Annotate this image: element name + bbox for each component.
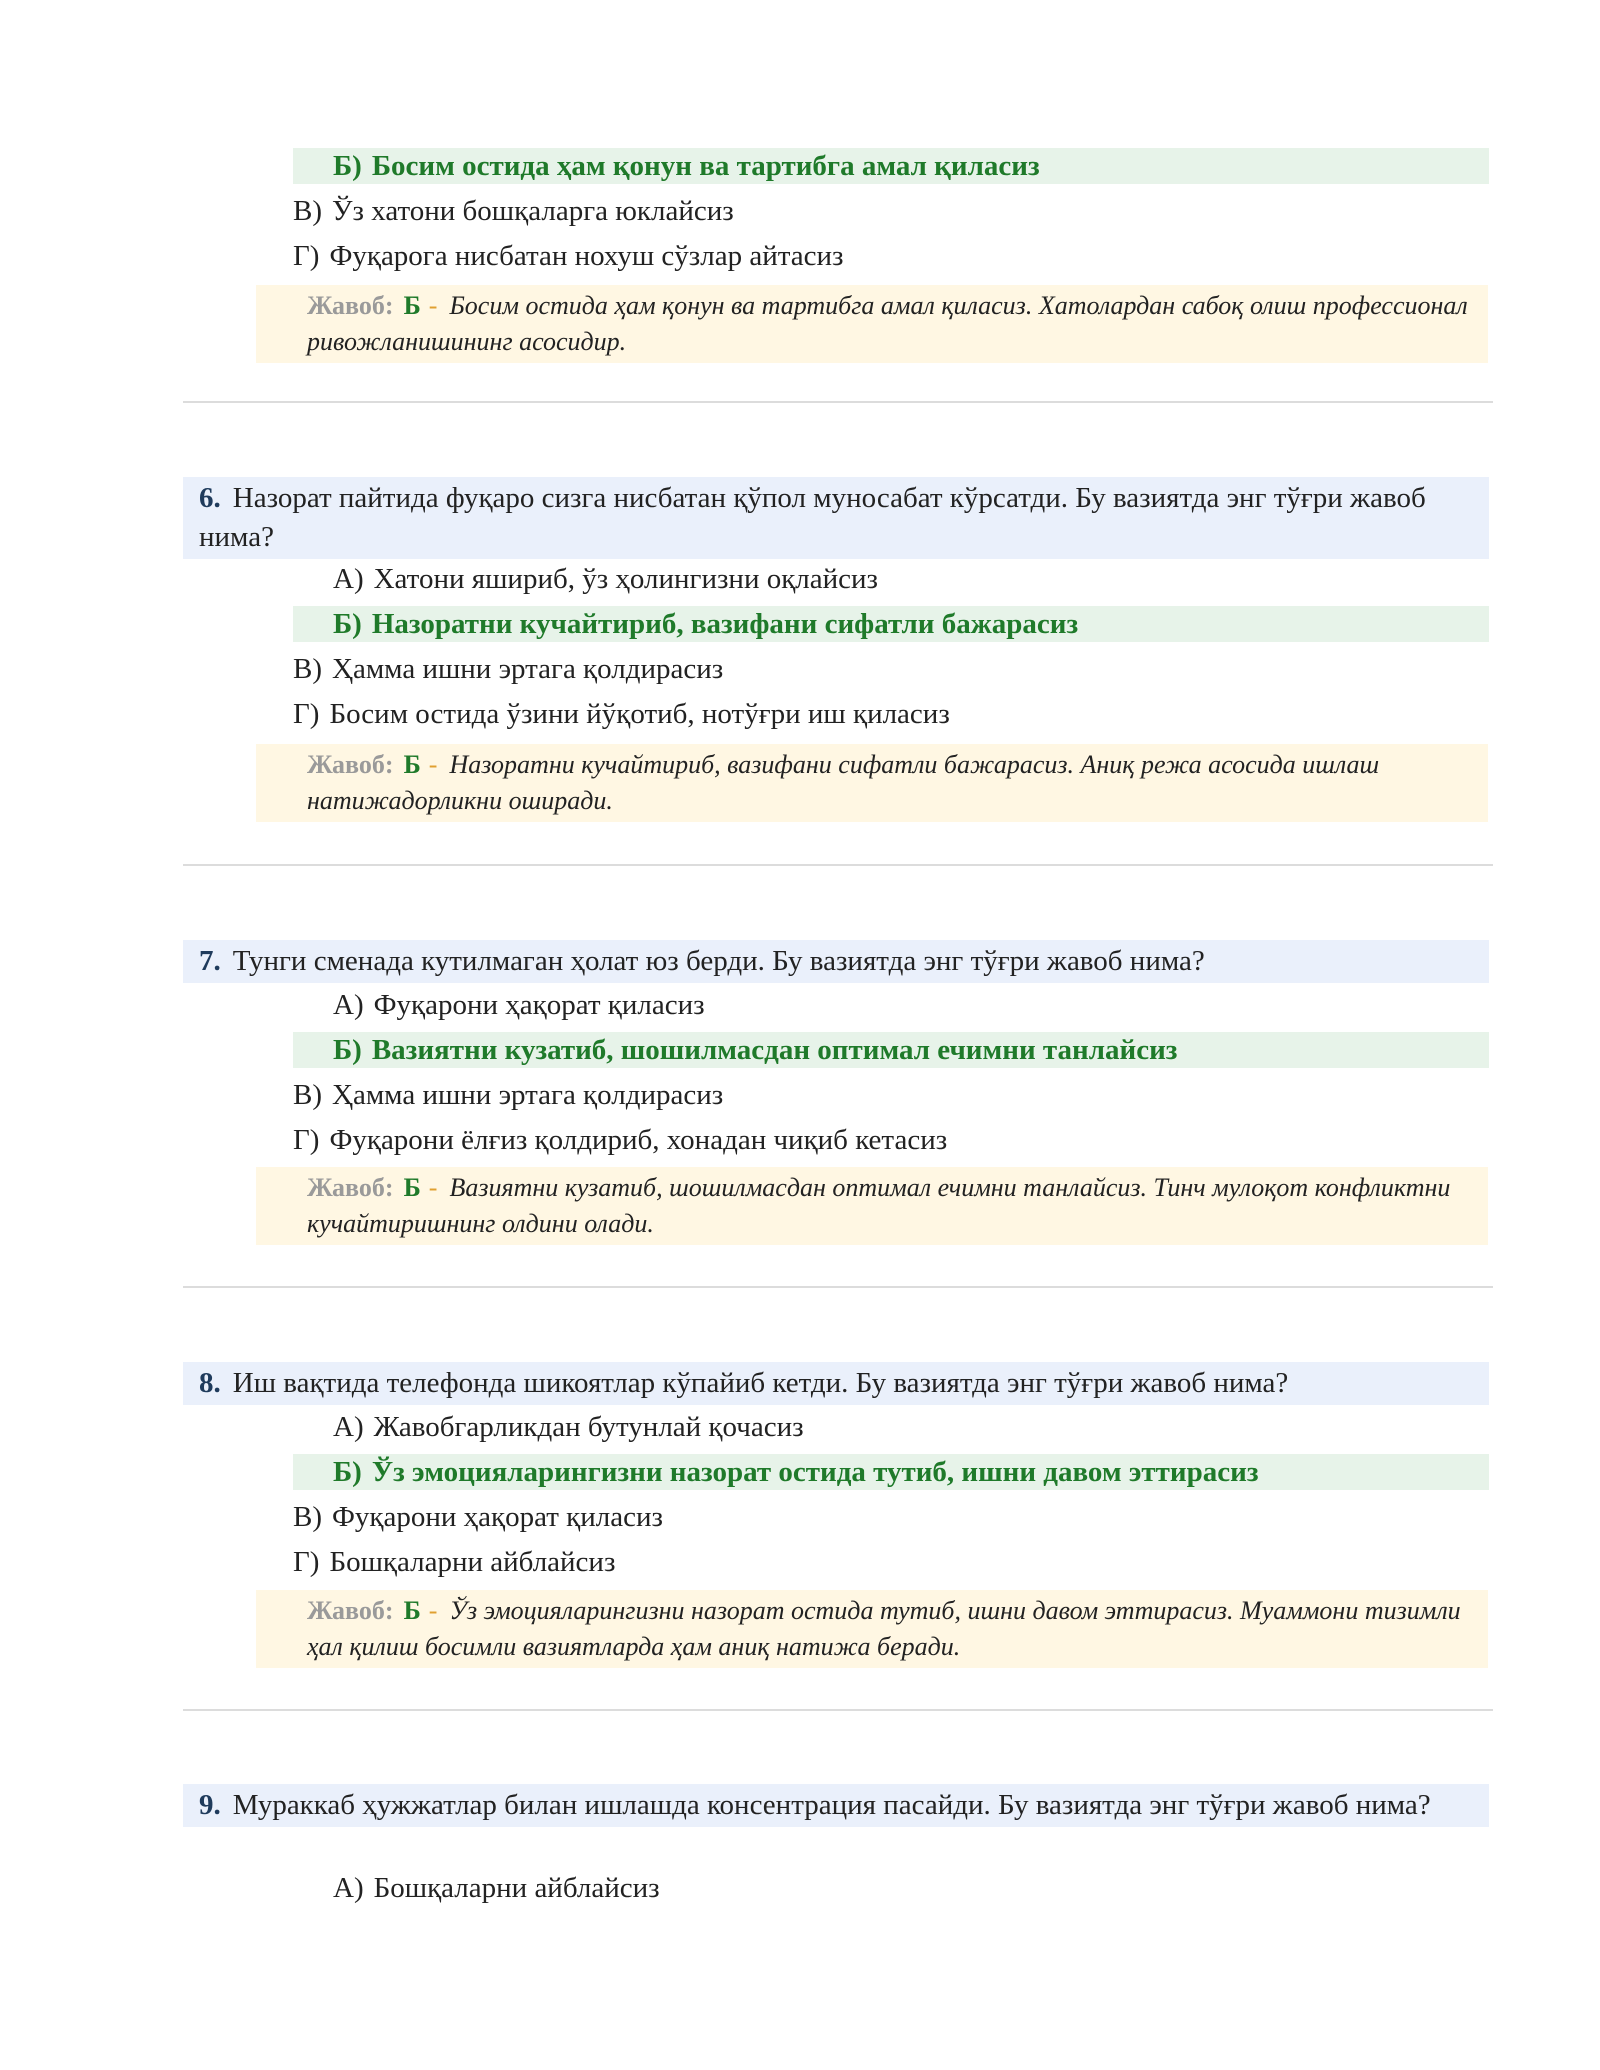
- answer-text: Вазиятни кузатиб, шошилмасдан оптимал ечимни танлайсиз. Тинч мулоқот конфликтни кучайтиришнинг олдини олади.: [307, 1173, 1451, 1238]
- option-label: Б): [333, 608, 362, 640]
- question-title: [183, 940, 1489, 983]
- option-text: Фуқарони ҳақорат қиласиз: [332, 1501, 663, 1533]
- divider: [183, 1709, 1493, 1711]
- option-label: Б): [333, 1034, 362, 1066]
- divider: [183, 864, 1493, 866]
- option-text: Вазиятни кузатиб, шошилмасдан оптимал ечимни танлайсиз: [371, 1034, 1178, 1066]
- option-label: Г): [293, 698, 320, 730]
- option-text: Фуқарони ҳақорат қиласиз: [373, 989, 705, 1021]
- option-text: Хатони яшириб, ўз ҳолингизни оқлайсиз: [373, 563, 879, 595]
- answer-label: Жавоб:: [307, 1173, 394, 1202]
- option-label: В): [293, 653, 322, 685]
- option-text: Ўз хатони бошқаларга юклайсиз: [332, 195, 734, 227]
- option-correct: [293, 148, 1489, 184]
- option: [293, 238, 843, 274]
- option-text: Босим остида ўзини йўқотиб, нотўғри иш қиласиз: [329, 698, 950, 730]
- option-correct: [293, 1454, 1489, 1490]
- option-label: Г): [293, 1546, 320, 1578]
- answer-box: [256, 1590, 1488, 1668]
- option-label: В): [293, 195, 322, 227]
- option-text: Ҳамма ишни эртага қолдирасиз: [332, 1079, 724, 1111]
- question-number: 9.: [199, 1789, 221, 1821]
- option-text: Бошқаларни айблайсиз: [373, 1872, 660, 1904]
- option-label: Б): [333, 150, 362, 182]
- question-title: [183, 1362, 1489, 1405]
- option-text: Фуқарони ёлғиз қолдириб, хонадан чиқиб кетасиз: [329, 1124, 948, 1156]
- option-label: Г): [293, 1124, 320, 1156]
- option-label: Г): [293, 240, 320, 272]
- option-text: Ҳамма ишни эртага қолдирасиз: [332, 653, 724, 685]
- option-text: Босим остида ҳам қонун ва тартибга амал қиласиз: [371, 150, 1040, 182]
- answer-dash: -: [428, 1596, 438, 1625]
- question-title: [183, 1784, 1489, 1827]
- option: [293, 651, 723, 687]
- answer-dash: -: [428, 750, 438, 779]
- question-number: 8.: [199, 1367, 221, 1399]
- answer-box: [256, 285, 1488, 363]
- option-label: А): [333, 989, 364, 1021]
- option: [293, 1122, 947, 1158]
- option-label: А): [333, 1872, 364, 1904]
- question-number: 7.: [199, 945, 221, 977]
- option: [333, 987, 705, 1023]
- option: [293, 193, 734, 229]
- answer-letter: Б: [403, 750, 421, 779]
- option-text: Назоратни кучайтириб, вазифани сифатли бажарасиз: [371, 608, 1079, 640]
- option-correct: [293, 1032, 1489, 1068]
- option: [293, 696, 950, 732]
- answer-letter: Б: [403, 1173, 421, 1202]
- answer-label: Жавоб:: [307, 750, 394, 779]
- option-label: А): [333, 1411, 364, 1443]
- divider: [183, 1286, 1493, 1288]
- option-text: Фуқарога нисбатан нохуш сўзлар айтасиз: [329, 240, 844, 272]
- answer-text: Босим остида ҳам қонун ва тартибга амал қиласиз. Хатолардан сабоқ олиш профессионал ривожланишининг асосидир.: [307, 291, 1468, 356]
- option-text: Бошқаларни айблайсиз: [329, 1546, 616, 1578]
- answer-letter: Б: [403, 1596, 421, 1625]
- answer-dash: -: [428, 291, 438, 320]
- answer-label: Жавоб:: [307, 291, 394, 320]
- answer-text: Ўз эмоцияларингизни назорат остида тутиб, ишни давом эттирасиз. Муаммони тизимли ҳал қилиш босимли вазиятларда ҳам аниқ натижа беради.: [307, 1596, 1461, 1661]
- option: [333, 561, 878, 597]
- option-text: Жавобгарликдан бутунлай қочасиз: [373, 1411, 804, 1443]
- option: [333, 1409, 804, 1445]
- question-text: Мураккаб ҳужжатлар билан ишлашда консентрация пасайди. Бу вазиятда энг тўғри жавоб нима?: [232, 1789, 1431, 1821]
- option-text: Ўз эмоцияларингизни назорат остида тутиб, ишни давом эттирасиз: [371, 1456, 1259, 1488]
- question-text: Иш вақтида телефонда шикоятлар кўпайиб кетди. Бу вазиятда энг тўғри жавоб нима?: [232, 1367, 1289, 1399]
- option-label: В): [293, 1501, 322, 1533]
- question-text: Тунги сменада кутилмаган ҳолат юз берди. Бу вазиятда энг тўғри жавоб нима?: [232, 945, 1205, 977]
- question-text: Назорат пайтида фуқаро сизга нисбатан қўпол муносабат кўрсатди. Бу вазиятда энг тўғри жавоб нима?: [199, 482, 1426, 553]
- question-title: [183, 477, 1489, 559]
- option: [293, 1077, 723, 1113]
- option-label: Б): [333, 1456, 362, 1488]
- option: [293, 1544, 615, 1580]
- option-label: А): [333, 563, 364, 595]
- answer-box: [256, 1167, 1488, 1245]
- answer-dash: -: [428, 1173, 438, 1202]
- option: [333, 1870, 660, 1906]
- option-label: В): [293, 1079, 322, 1111]
- option-correct: [293, 606, 1489, 642]
- question-number: 6.: [199, 482, 221, 514]
- divider: [183, 401, 1493, 403]
- answer-label: Жавоб:: [307, 1596, 394, 1625]
- answer-letter: Б: [403, 291, 421, 320]
- option: [293, 1499, 663, 1535]
- answer-text: Назоратни кучайтириб, вазифани сифатли бажарасиз. Аниқ режа асосида ишлаш натижадорликни оширади.: [307, 750, 1380, 815]
- answer-box: [256, 744, 1488, 822]
